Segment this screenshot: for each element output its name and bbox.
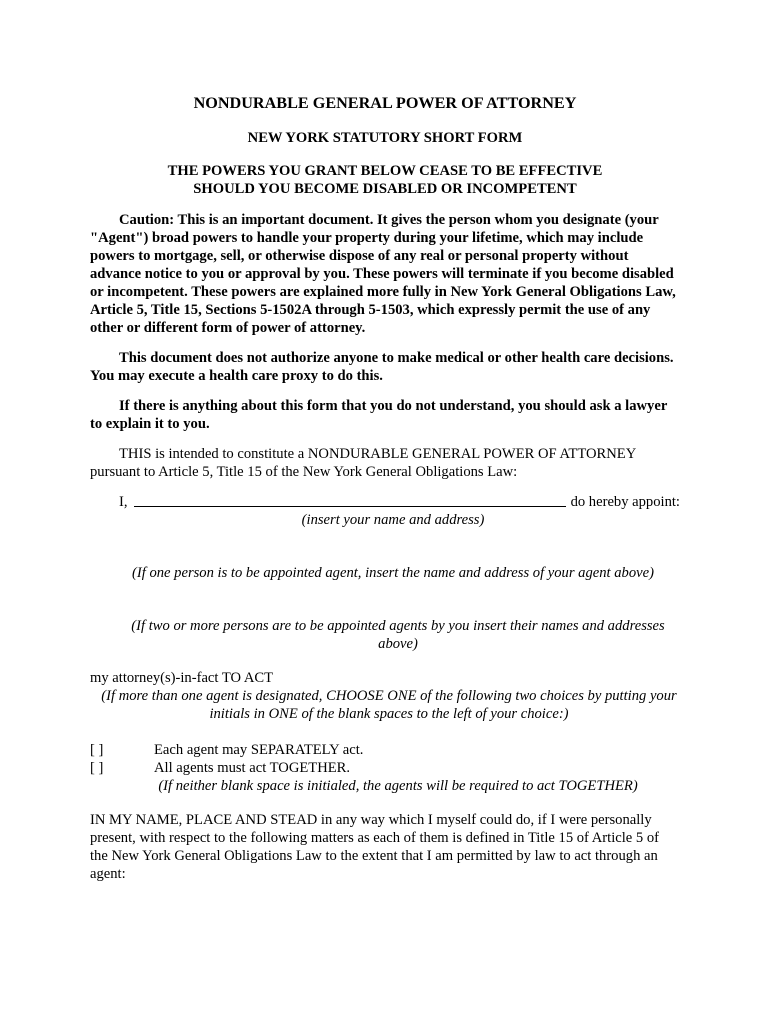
additional-agents-space[interactable] (90, 582, 680, 617)
principal-name-field[interactable] (134, 494, 566, 507)
initials-box-together[interactable]: [ ] (90, 760, 104, 776)
choice-separately (90, 741, 680, 759)
cease-notice-line-2: SHOULD YOU BECOME DISABLED OR INCOMPETENT (193, 181, 577, 197)
no-medical-paragraph: This document does not authorize anyone to make medical or other health care decisions. You may execute a health care proxy to do this. (90, 350, 674, 384)
choice-together-label: All agents must act TOGETHER. (154, 760, 351, 776)
insert-name-caption: (insert your name and address) (301, 512, 485, 528)
choice-together (90, 759, 680, 777)
agent-name-space[interactable] (90, 529, 680, 564)
attorney-in-fact-line: my attorney(s)-in-fact TO ACT (90, 670, 274, 686)
two-agents-caption: (If two or more persons are to be appointed agents by you insert their names and addresses above) (131, 618, 665, 652)
cease-notice (90, 162, 680, 198)
stead-paragraph: IN MY NAME, PLACE AND STEAD in any way which I myself could do, if I were personally present, with respect to the following matters as each of them is defined in Title 15 of Article 5 of the New York General Obligations Law to the extent that I am permitted by law to act through an agent: (90, 812, 660, 882)
neither-initialed-note: (If neither blank space is initialed, the agents will be required to act TOGETHER) (158, 778, 638, 794)
appoint-suffix: do hereby appoint: (570, 494, 680, 510)
cease-notice-line-1: THE POWERS YOU GRANT BELOW CEASE TO BE EFFECTIVE (167, 163, 603, 179)
one-agent-caption: (If one person is to be appointed agent, insert the name and address of your agent above) (132, 565, 654, 581)
ask-lawyer-paragraph: If there is anything about this form that you do not understand, you should ask a lawyer to explain it to you. (90, 398, 668, 432)
document-title: NONDURABLE GENERAL POWER OF ATTORNEY (193, 94, 577, 112)
caution-paragraph: Caution: This is an important document. It gives the person whom you designate (your "Agent") broad powers to handle your property during your lifetime, which may include powers to mortgage, sell, or otherwise dispose of any real or personal property without advance notice to you or approval by you. These powers will terminate if you become disabled or incompetent. These powers are explained more fully in New York General Obligations Law, Article 5, Title 15, Sections 5-1502A through 5-1503, which expressly permit the use of any other or different form of power of attorney. (90, 212, 676, 336)
document-subtitle: NEW YORK STATUTORY SHORT FORM (247, 130, 523, 146)
appoint-prefix: I, (119, 494, 128, 510)
appointment-section (90, 493, 680, 529)
choose-one-instruction: (If more than one agent is designated, CHOOSE ONE of the following two choices by putting your initials in ONE of the blank spaces to the left of your choice:) (101, 688, 677, 722)
appointment-line (90, 493, 680, 511)
choice-separately-label: Each agent may SEPARATELY act. (154, 742, 364, 758)
intent-paragraph: THIS is intended to constitute a NONDURABLE GENERAL POWER OF ATTORNEY pursuant to Article 5, Title 15 of the New York General Obligations Law: (90, 446, 636, 480)
initials-box-separately[interactable]: [ ] (90, 742, 104, 758)
